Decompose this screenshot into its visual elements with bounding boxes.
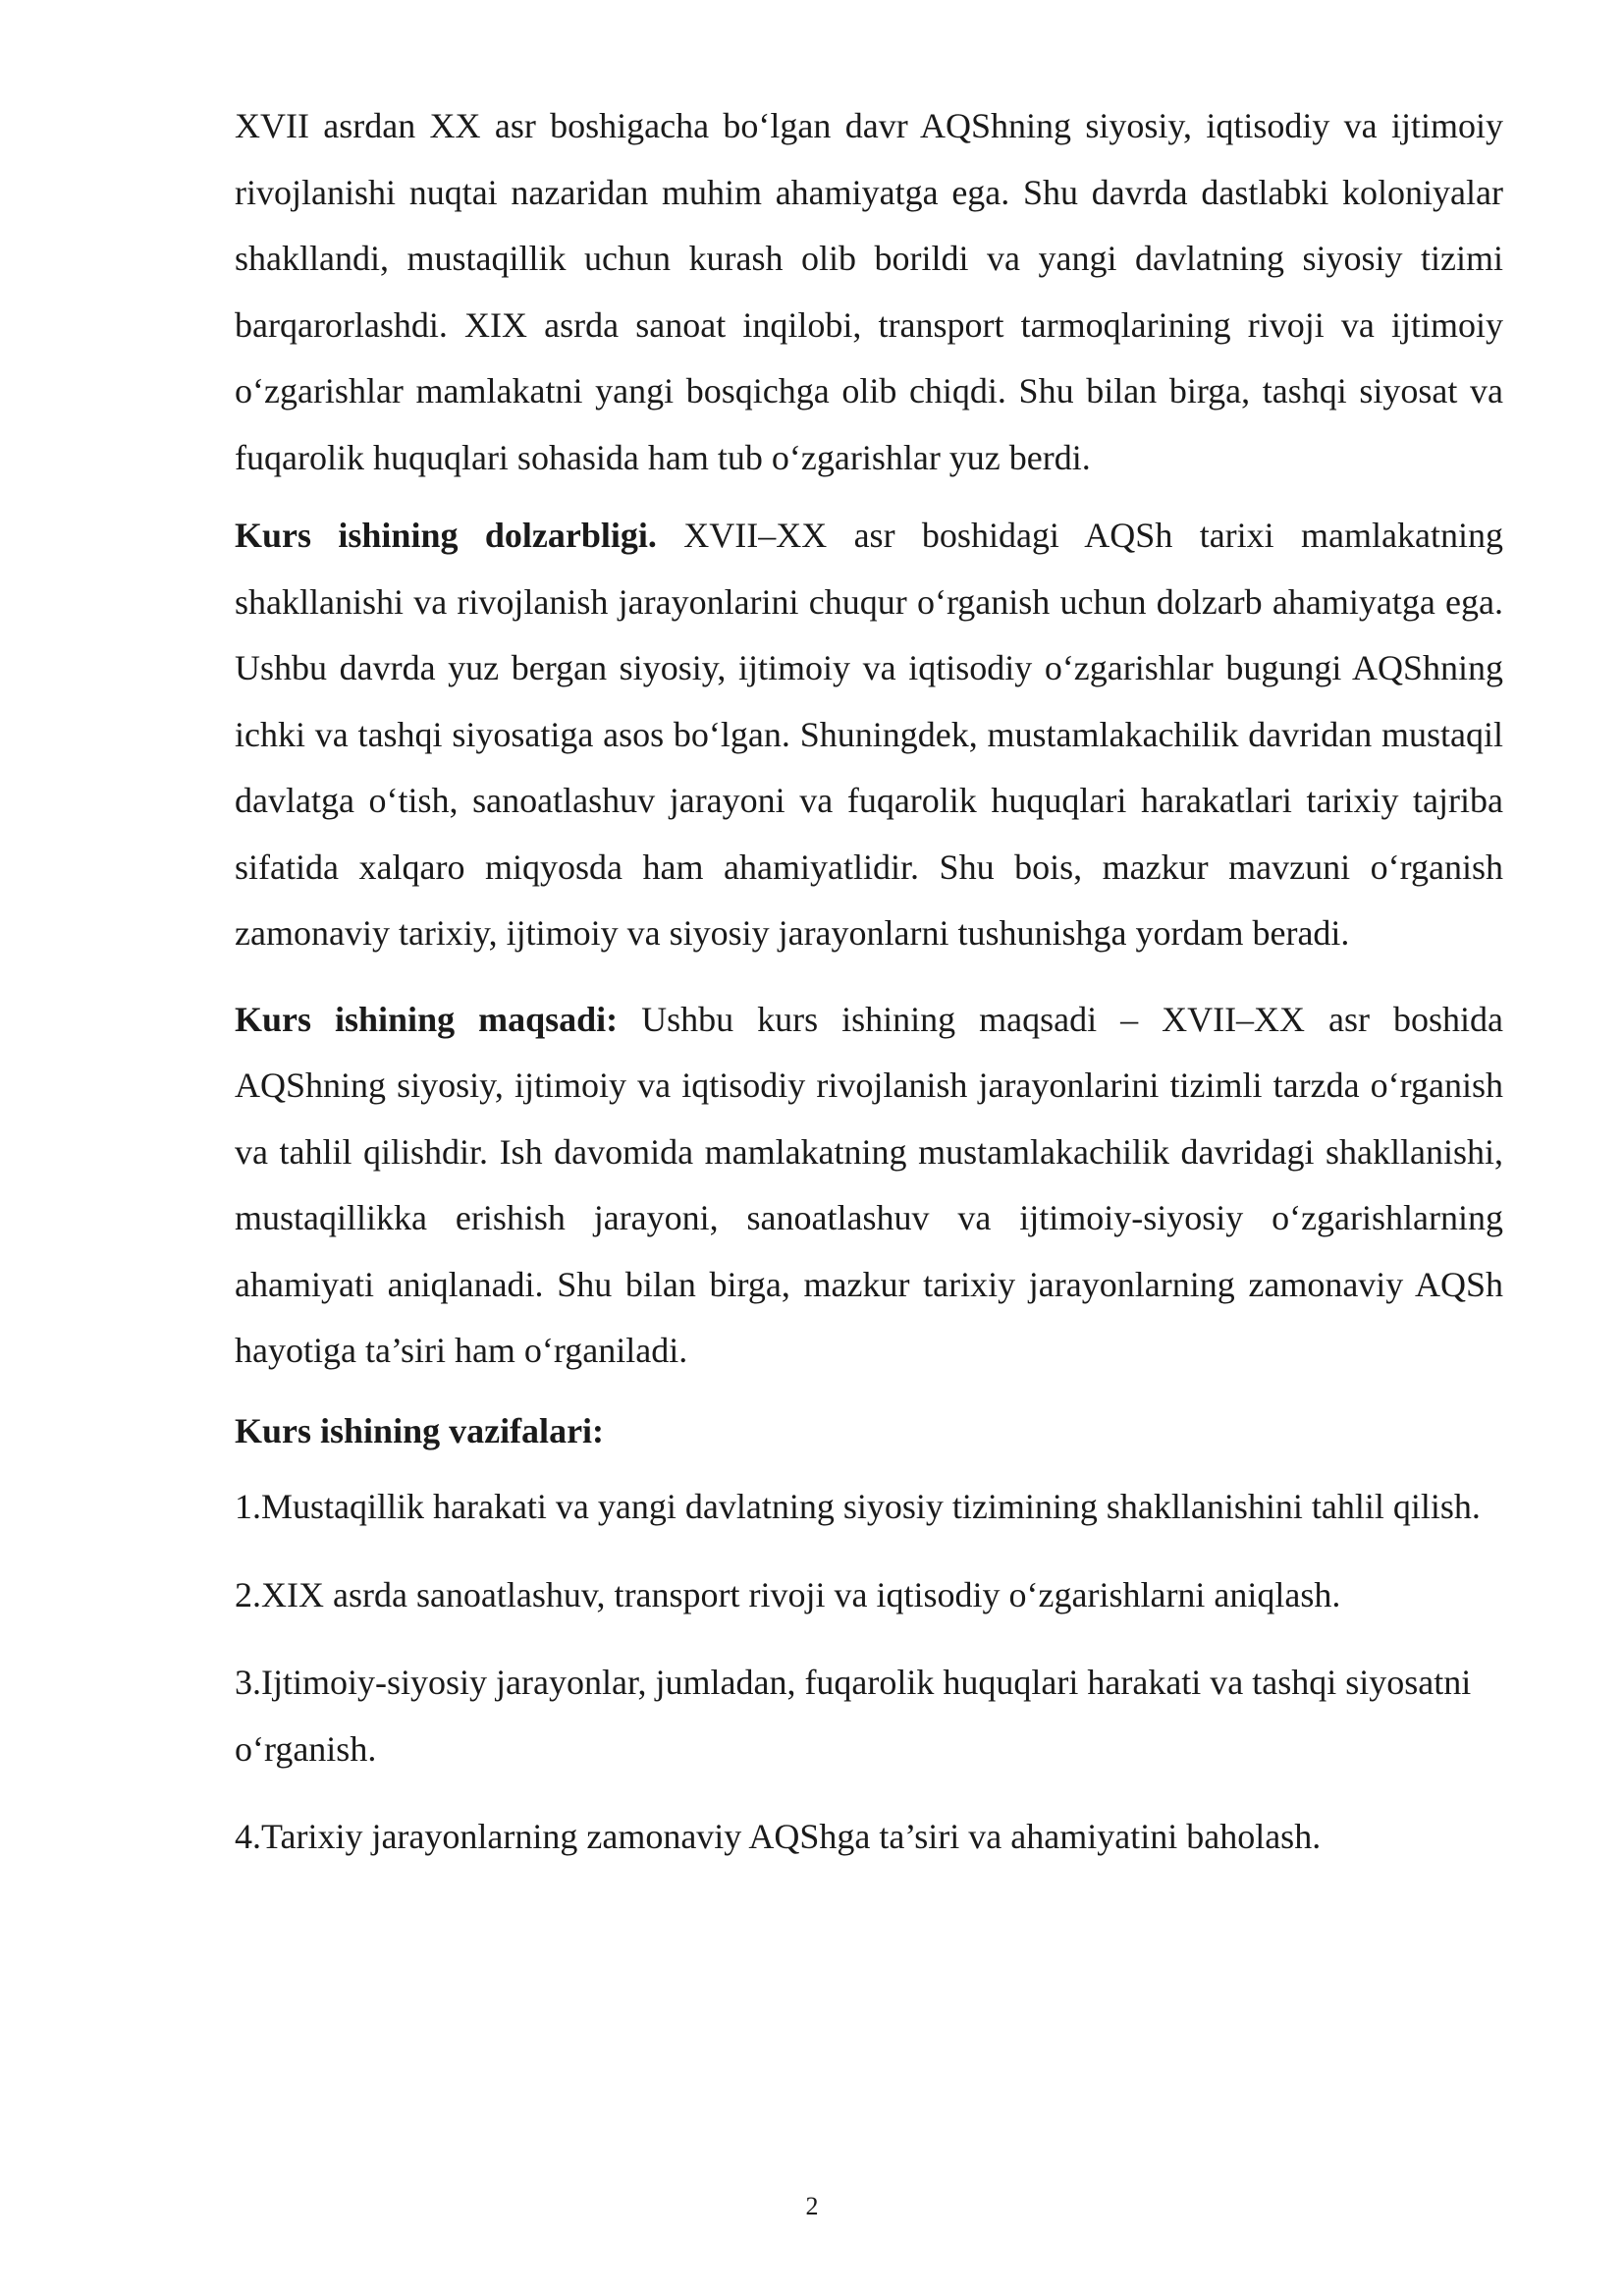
document-body xyxy=(235,93,1503,1871)
goal-paragraph xyxy=(235,987,1503,1385)
intro-paragraph: XVII asrdan XX asr boshigacha bo‘lgan davr AQShning siyosiy, iqtisodiy va ijtimoiy rivojlanishi nuqtai nazaridan muhim ahamiyatga ega. Shu davrda dastlabki koloniyalar shakllandi, mustaqillik uchun kurash olib borildi va yangi davlatning siyosiy tizimi barqarorlashdi. XIX asrda sanoat inqilobi, transport tarmoqlarining rivoji va ijtimoiy o‘zgarishlar mamlakatni yangi bosqichga olib chiqdi. Shu bilan birga, tashqi siyosat va fuqarolik huquqlari sohasida ham tub o‘zgarishlar yuz berdi. xyxy=(235,106,1503,477)
task-item-1: 1.Mustaqillik harakati va yangi davlatning siyosiy tizimining shakllanishini tahlil qilish. xyxy=(235,1487,1481,1526)
goal-label: Kurs ishining maqsadi: xyxy=(235,999,619,1039)
goal-text: Ushbu kurs ishining maqsadi – XVII–XX asr boshida AQShning siyosiy, ijtimoiy va iqtisodiy rivojlanish jarayonlarini tizimli tarzda o‘rganish va tahlil qilishdir. Ish davomida mamlakatning mustamlakachilik davridagi shakllanishi, mustaqillikka erishish jarayoni, sanoatlashuv va ijtimoiy-siyosiy o‘zgarishlarning ahamiyati aniqlanadi. Shu bilan birga, mazkur tarixiy jarayonlarning zamonaviy AQSh hayotiga ta’siri ham o‘rganiladi. xyxy=(235,999,1504,1370)
task-item-4: 4.Tarixiy jarayonlarning zamonaviy AQShga ta’siri va ahamiyatini baholash. xyxy=(235,1817,1322,1856)
page-number: 2 xyxy=(805,2192,819,2220)
task-item-3: 3.Ijtimoiy-siyosiy jarayonlar, jumladan, fuqarolik huquqlari harakati va tashqi siyosatni o‘rganish. xyxy=(235,1663,1472,1769)
tasks-heading: Kurs ishining vazifalari: xyxy=(235,1410,605,1450)
relevance-label: Kurs ishining dolzarbligi. xyxy=(235,516,657,555)
relevance-paragraph xyxy=(235,503,1503,967)
task-item-2: 2.XIX asrda sanoatlashuv, transport rivoji va iqtisodiy o‘zgarishlarni aniqlash. xyxy=(235,1574,1341,1614)
relevance-text: XVII–XX asr boshidagi AQSh tarixi mamlakatning shakllanishi va rivojlanish jarayonlarini chuqur o‘rganish uchun dolzarb ahamiyatga ega. Ushbu davrda yuz bergan siyosiy, ijtimoiy va iqtisodiy o‘zgarishlar bugungi AQShning ichki va tashqi siyosatiga asos bo‘lgan. Shuningdek, mustamlakachilik davridan mustaqil davlatga o‘tish, sanoatlashuv jarayoni va fuqarolik huquqlari harakatlari tarixiy tajriba sifatida xalqaro miqyosda ham ahamiyatlidir. Shu bois, mazkur mavzuni o‘rganish zamonaviy tarixiy, ijtimoiy va siyosiy jarayonlarni tushunishga yordam beradi. xyxy=(235,516,1503,953)
